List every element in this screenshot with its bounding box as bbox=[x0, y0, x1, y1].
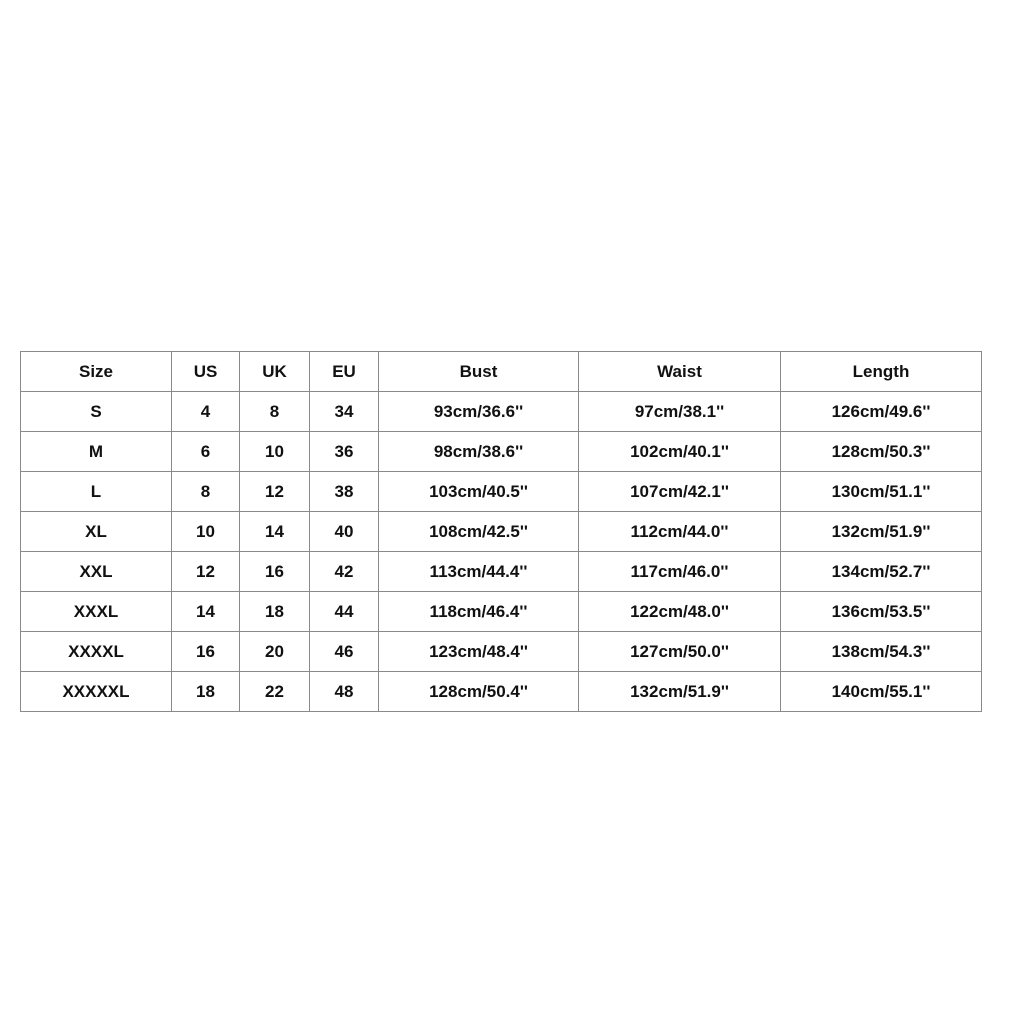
cell-uk: 8 bbox=[240, 392, 310, 432]
cell-us: 18 bbox=[172, 672, 240, 712]
table-row bbox=[21, 432, 982, 472]
cell-us: 6 bbox=[172, 432, 240, 472]
cell-uk: 14 bbox=[240, 512, 310, 552]
cell-waist: 127cm/50.0'' bbox=[579, 632, 781, 672]
cell-size: XXXL bbox=[21, 592, 172, 632]
cell-waist: 112cm/44.0'' bbox=[579, 512, 781, 552]
cell-size: M bbox=[21, 432, 172, 472]
cell-waist: 122cm/48.0'' bbox=[579, 592, 781, 632]
header-uk: UK bbox=[240, 352, 310, 392]
table-header-row bbox=[21, 352, 982, 392]
cell-uk: 10 bbox=[240, 432, 310, 472]
cell-waist: 107cm/42.1'' bbox=[579, 472, 781, 512]
cell-waist: 132cm/51.9'' bbox=[579, 672, 781, 712]
cell-size: XXXXXL bbox=[21, 672, 172, 712]
table-row bbox=[21, 632, 982, 672]
cell-us: 10 bbox=[172, 512, 240, 552]
cell-length: 132cm/51.9'' bbox=[781, 512, 982, 552]
cell-bust: 118cm/46.4'' bbox=[379, 592, 579, 632]
cell-us: 8 bbox=[172, 472, 240, 512]
cell-size: XXL bbox=[21, 552, 172, 592]
cell-waist: 97cm/38.1'' bbox=[579, 392, 781, 432]
cell-eu: 48 bbox=[310, 672, 379, 712]
cell-eu: 44 bbox=[310, 592, 379, 632]
cell-size: XXXXL bbox=[21, 632, 172, 672]
cell-waist: 117cm/46.0'' bbox=[579, 552, 781, 592]
cell-eu: 38 bbox=[310, 472, 379, 512]
cell-eu: 36 bbox=[310, 432, 379, 472]
cell-bust: 123cm/48.4'' bbox=[379, 632, 579, 672]
header-size: Size bbox=[21, 352, 172, 392]
cell-us: 4 bbox=[172, 392, 240, 432]
cell-size: L bbox=[21, 472, 172, 512]
cell-size: S bbox=[21, 392, 172, 432]
cell-length: 138cm/54.3'' bbox=[781, 632, 982, 672]
cell-eu: 46 bbox=[310, 632, 379, 672]
cell-bust: 103cm/40.5'' bbox=[379, 472, 579, 512]
header-waist: Waist bbox=[579, 352, 781, 392]
header-eu: EU bbox=[310, 352, 379, 392]
cell-uk: 16 bbox=[240, 552, 310, 592]
cell-eu: 34 bbox=[310, 392, 379, 432]
header-bust: Bust bbox=[379, 352, 579, 392]
cell-bust: 113cm/44.4'' bbox=[379, 552, 579, 592]
cell-bust: 108cm/42.5'' bbox=[379, 512, 579, 552]
cell-eu: 42 bbox=[310, 552, 379, 592]
cell-uk: 18 bbox=[240, 592, 310, 632]
cell-bust: 98cm/38.6'' bbox=[379, 432, 579, 472]
cell-waist: 102cm/40.1'' bbox=[579, 432, 781, 472]
cell-us: 12 bbox=[172, 552, 240, 592]
table-row bbox=[21, 512, 982, 552]
cell-bust: 93cm/36.6'' bbox=[379, 392, 579, 432]
header-us: US bbox=[172, 352, 240, 392]
cell-length: 140cm/55.1'' bbox=[781, 672, 982, 712]
table-row bbox=[21, 392, 982, 432]
table-row bbox=[21, 672, 982, 712]
cell-bust: 128cm/50.4'' bbox=[379, 672, 579, 712]
table-row bbox=[21, 592, 982, 632]
cell-us: 16 bbox=[172, 632, 240, 672]
cell-length: 134cm/52.7'' bbox=[781, 552, 982, 592]
table-row bbox=[21, 472, 982, 512]
cell-uk: 20 bbox=[240, 632, 310, 672]
cell-eu: 40 bbox=[310, 512, 379, 552]
cell-size: XL bbox=[21, 512, 172, 552]
cell-uk: 22 bbox=[240, 672, 310, 712]
cell-uk: 12 bbox=[240, 472, 310, 512]
header-length: Length bbox=[781, 352, 982, 392]
cell-length: 136cm/53.5'' bbox=[781, 592, 982, 632]
table-row bbox=[21, 552, 982, 592]
cell-length: 130cm/51.1'' bbox=[781, 472, 982, 512]
cell-length: 126cm/49.6'' bbox=[781, 392, 982, 432]
size-chart-table bbox=[20, 351, 982, 712]
cell-length: 128cm/50.3'' bbox=[781, 432, 982, 472]
cell-us: 14 bbox=[172, 592, 240, 632]
